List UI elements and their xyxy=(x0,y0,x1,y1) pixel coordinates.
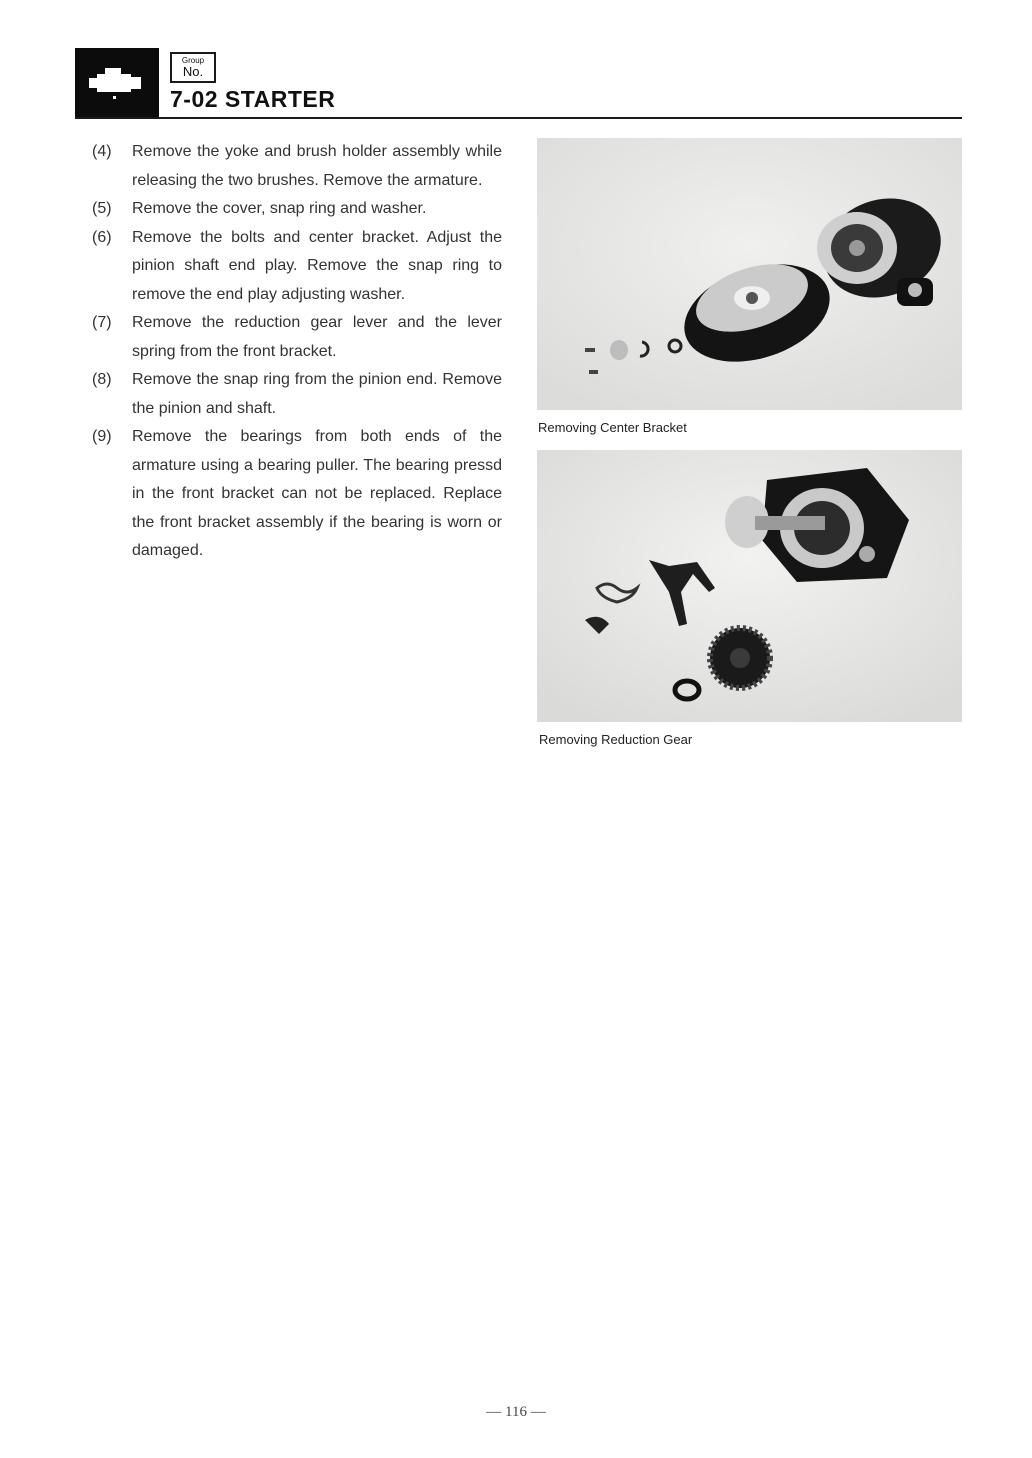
procedure-steps xyxy=(92,138,502,566)
reduction-gear-photo xyxy=(537,450,962,722)
step-text: Remove the snap ring from the pinion end. Remove the pinion and shaft. xyxy=(132,371,502,417)
procedure-step xyxy=(92,138,502,195)
group-number-box xyxy=(170,52,216,83)
step-text: Remove the bolts and center bracket. Adjust the pinion shaft end play. Remove the snap ring to remove the end play adjusting washer. xyxy=(132,228,502,303)
section-title: 7-02 STARTER xyxy=(170,86,336,112)
reduction-gear-part xyxy=(710,628,770,688)
page-number: — 116 — xyxy=(486,1404,546,1420)
header-rule xyxy=(75,117,962,119)
step-number: (4) xyxy=(92,143,112,160)
procedure-step xyxy=(92,309,502,366)
figure-caption: Removing Reduction Gear xyxy=(539,732,693,747)
group-label: Group xyxy=(181,56,205,65)
step-number: (7) xyxy=(92,314,112,331)
step-number: (5) xyxy=(92,200,112,217)
step-number: (6) xyxy=(92,228,112,246)
step-text: Remove the bearings from both ends of the armature using a bearing puller. The bearing pressd in the front bracket can not be replaced. Replace the front bracket assembly if the bearing is worn or damaged. xyxy=(132,428,502,559)
center-bracket-photo xyxy=(537,138,962,410)
step-number: (8) xyxy=(92,371,112,388)
procedure-step xyxy=(92,195,502,224)
step-number: (9) xyxy=(92,428,112,445)
section-badge xyxy=(75,48,159,118)
procedure-step xyxy=(92,224,502,310)
step-text: Remove the yoke and brush holder assembly while releasing the two brushes. Remove the armature. xyxy=(132,143,502,189)
step-text: Remove the reduction gear lever and the lever spring from the front bracket. xyxy=(132,314,502,360)
procedure-step xyxy=(92,423,502,566)
no-label: No. xyxy=(182,64,204,79)
starter-motor-icon xyxy=(83,62,149,106)
figure-caption: Removing Center Bracket xyxy=(538,420,687,435)
procedure-step xyxy=(92,366,502,423)
step-text: Remove the cover, snap ring and washer. xyxy=(132,200,427,217)
